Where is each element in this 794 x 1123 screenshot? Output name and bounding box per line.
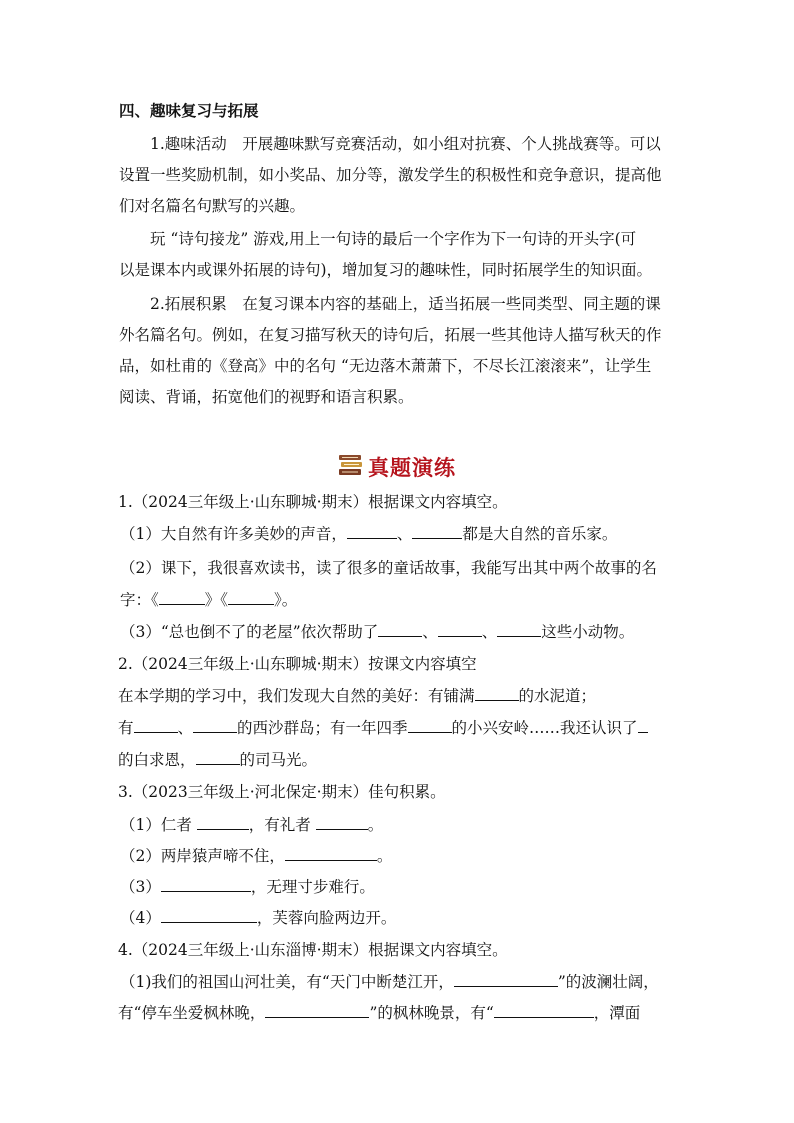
text-segment: 》。 — [274, 591, 298, 609]
question-line — [118, 750, 317, 770]
question-line — [120, 524, 617, 544]
text-segment: （4） — [120, 909, 161, 927]
fill-blank[interactable] — [285, 846, 377, 861]
fill-blank[interactable] — [454, 972, 558, 987]
question-line — [120, 590, 297, 610]
text-segment: 这些小动物。 — [541, 623, 635, 641]
text-segment: 在本学期的学习中，我们发现大自然的美好：有铺满 — [118, 687, 475, 705]
fill-blank[interactable] — [497, 622, 541, 637]
text-segment: 》《 — [204, 591, 229, 609]
text-segment: 的司马光。 — [239, 751, 318, 769]
text-segment: 、 — [177, 719, 194, 737]
fill-blank[interactable] — [228, 590, 274, 605]
paragraph-line: 外名篇名句。例如，在复习描写秋天的诗句后，拓展一些其他诗人描写秋天的作 — [119, 326, 662, 344]
section-heading: 四、趣味复习与拓展 — [119, 101, 259, 120]
text-segment: 的白求恩， — [118, 751, 196, 769]
practice-section-title — [0, 452, 794, 482]
question-line — [118, 686, 596, 706]
text-segment: 、 — [396, 525, 413, 543]
text-segment: ，无理寸步难行。 — [250, 878, 375, 896]
question-line — [120, 815, 383, 835]
question-line — [120, 972, 659, 992]
text-segment: 都是大自然的音乐家。 — [462, 525, 618, 543]
text-segment: ，芙蓉向脸两边开。 — [256, 909, 397, 927]
paragraph-line: 2.拓展积累 在复习课本内容的基础上，适当拓展一些同类型、同主题的课 — [150, 295, 661, 313]
question-line — [118, 1003, 640, 1023]
text-segment: 的水泥道； — [518, 687, 597, 705]
fill-blank[interactable] — [197, 815, 249, 830]
fill-blank[interactable] — [475, 686, 519, 701]
question-line — [120, 622, 634, 642]
books-icon — [338, 452, 364, 482]
fill-blank[interactable] — [638, 718, 648, 733]
paragraph-line: 们对名篇名句默写的兴趣。 — [119, 197, 306, 215]
text-segment: ”的枫林晚景，有“ — [369, 1004, 494, 1022]
text-segment: （2）两岸猿声啼不住， — [120, 847, 285, 865]
text-segment: ”的波澜壮阔， — [557, 973, 659, 991]
text-segment: （1)我们的祖国山河壮美，有“天门中断楚江开， — [120, 973, 454, 991]
question-stem: 2.（2024三年级上·山东聊城·期末）按课文内容填空 — [118, 655, 477, 673]
fill-blank[interactable] — [347, 524, 397, 539]
question-line — [120, 908, 396, 928]
fill-blank[interactable] — [193, 718, 237, 733]
practice-title: 真题演练 — [368, 455, 456, 480]
text-segment: （1）仁者 — [120, 816, 197, 834]
text-segment: 、 — [422, 623, 438, 641]
fill-blank[interactable] — [494, 1003, 594, 1018]
paragraph-line: 以是课本内或课外拓展的诗句)，增加复习的趣味性，同时拓展学生的知识面。 — [119, 261, 653, 279]
fill-blank[interactable] — [316, 815, 368, 830]
fill-blank[interactable] — [161, 877, 251, 892]
text-segment: （1）大自然有许多美妙的声音， — [120, 525, 347, 543]
text-segment: 有 — [118, 719, 134, 737]
text-segment: 。 — [376, 847, 393, 865]
text-segment: 的小兴安岭……我还认识了 — [451, 719, 638, 737]
paragraph-line: 阅读、背诵，拓宽他们的视野和语言积累。 — [119, 388, 414, 406]
text-segment: （3）“总也倒不了的老屋”依次帮助了 — [120, 623, 379, 641]
text-segment: （3） — [120, 878, 161, 896]
text-segment: 、 — [481, 623, 498, 641]
fill-blank[interactable] — [161, 908, 257, 923]
paragraph-line: 玩 “诗句接龙” 游戏,用上一句诗的最后一个字作为下一句诗的开头字(可 — [150, 230, 637, 248]
question-line — [120, 846, 392, 866]
fill-blank[interactable] — [378, 622, 422, 637]
question-line — [118, 718, 648, 738]
fill-blank[interactable] — [265, 1003, 369, 1018]
question-stem: 4.（2024三年级上·山东淄博·期末）根据课文内容填空。 — [118, 941, 508, 959]
fill-blank[interactable] — [412, 524, 462, 539]
text-segment: 有“停车坐爱枫林晚， — [118, 1004, 266, 1022]
fill-blank[interactable] — [408, 718, 452, 733]
fill-blank[interactable] — [196, 750, 240, 765]
text-segment: 字：《 — [120, 591, 159, 609]
question-line — [120, 877, 375, 897]
paragraph-line: 设置一些奖励机制，如小奖品、加分等，激发学生的积极性和竞争意识，提高他 — [119, 166, 662, 184]
text-segment: 的西沙群岛；有一年四季 — [237, 719, 408, 737]
fill-blank[interactable] — [159, 590, 205, 605]
paragraph-line: 1.趣味活动 开展趣味默写竞赛活动，如小组对抗赛、个人挑战赛等。可以 — [150, 135, 661, 153]
text-segment: ，有礼者 — [248, 816, 316, 834]
paragraph-line: 品，如杜甫的《登高》中的名句 “无边落木萧萧下，不尽长江滚滚来”，让学生 — [119, 357, 652, 375]
question-stem: 1.（2024三年级上·山东聊城·期末）根据课文内容填空。 — [118, 493, 508, 511]
question-stem: 3.（2023三年级上·河北保定·期末）佳句积累。 — [118, 783, 446, 801]
text-segment: 。 — [367, 816, 384, 834]
text-segment: ，潭面 — [593, 1004, 641, 1022]
question-line: （2）课下，我很喜欢读书，读了很多的童话故事，我能写出其中两个故事的名 — [120, 559, 657, 577]
fill-blank[interactable] — [438, 622, 482, 637]
fill-blank[interactable] — [134, 718, 178, 733]
